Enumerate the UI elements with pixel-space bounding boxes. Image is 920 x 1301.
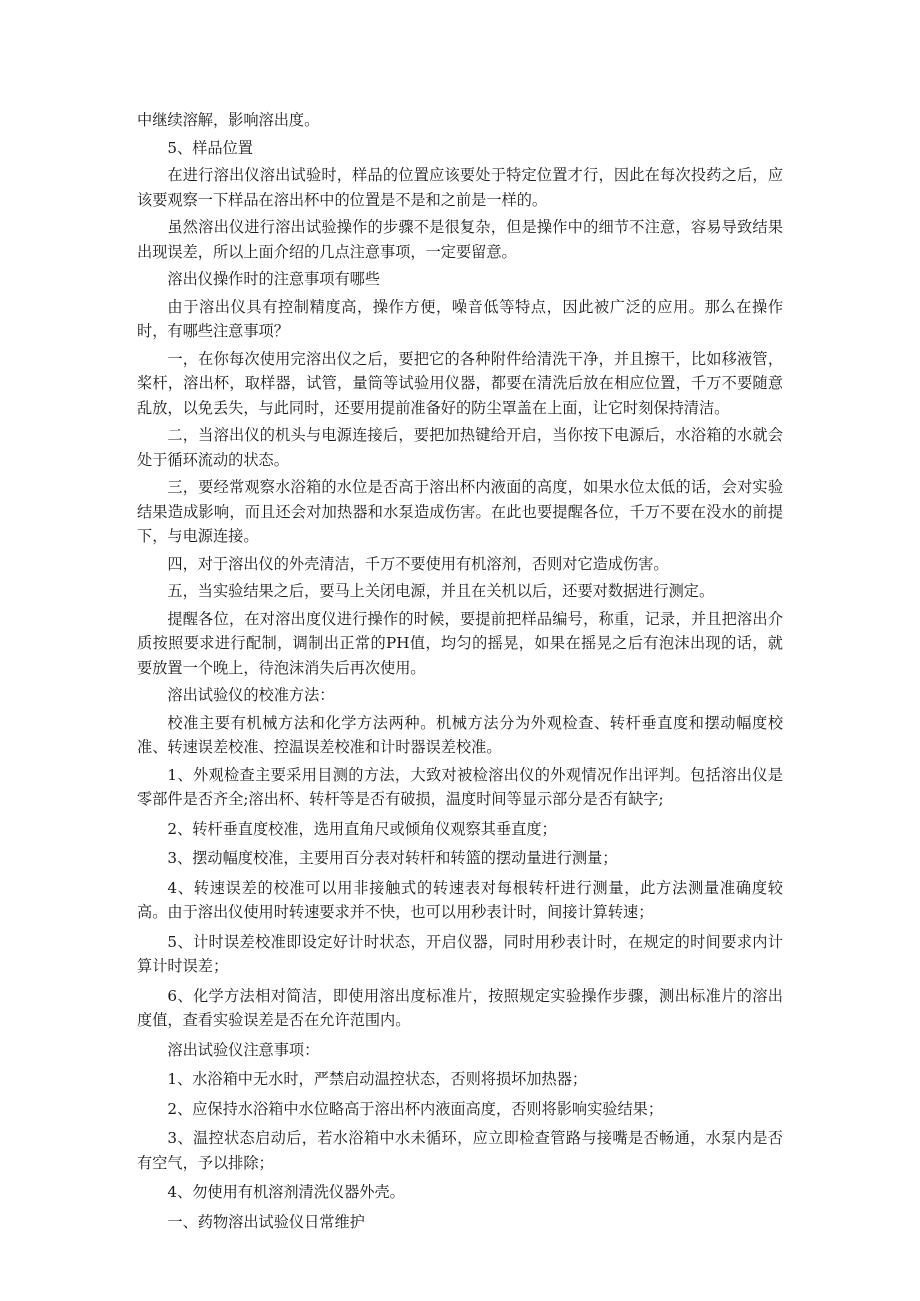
paragraph: 二，当溶出仪的机头与电源连接后，要把加热键给开启，当你按下电源后，水浴箱的水就会处于循环流动的状态。 [137,426,783,469]
section-heading-daily-maintenance: 一、药物溶出试验仪日常维护 [167,1212,365,1231]
list-item: 3、摆动幅度校准，主要用百分表对转杆和转篮的摆动量进行测量； [167,849,618,867]
section-heading-operation-notes: 溶出仪操作时的注意事项有哪些 [167,270,381,288]
document-page [137,108,783,1234]
list-item: 3、温控状态启动后，若水浴箱中水未循环，应立即检查管路与接嘴是否畅通，水泵内是否有空气，予以排除； [137,1129,783,1172]
paragraph: 校准主要有机械方法和化学方法两种。机械方法分为外观检查、转杆垂直度和摆动幅度校准、转速误差校准、控温误差校准和计时器误差校准。 [137,713,783,756]
paragraph: 一，在你每次使用完溶出仪之后，要把它的各种附件给清洗干净，并且擦干，比如移液管，桨杆，溶出杯，取样器，试管，量筒等试验用仪器，都要在清洗后放在相应位置，千万不要随意乱放，以免丢失，与此同时，还要用提前准备好的防尘罩盖在上面，让它时刻保持清洁。 [137,349,783,417]
list-item: 5、计时误差校准即设定好计时状态，开启仪器，同时用秒表计时，在规定的时间要求内计算计时误差； [137,932,783,975]
list-item: 2、应保持水浴箱中水位略高于溶出杯内液面高度，否则将影响实验结果； [167,1099,664,1118]
paragraph: 五，当实验结果之后，要马上关闭电源，并且在关机以后，还要对数据进行测定。 [167,582,715,600]
section-heading-calibration: 溶出试验仪的校准方法： [167,686,335,704]
list-item: 2、转杆垂直度校准，选用直角尺或倾角仪观察其垂直度； [167,819,557,838]
paragraph: 中继续溶解，影响溶出度。 [137,111,320,129]
paragraph: 由于溶出仪具有控制精度高，操作方便，噪音低等特点，因此被广泛的应用。那么在操作时，有哪些注意事项？ [137,297,783,340]
paragraph: 四，对于溶出仪的外壳清洁，千万不要使用有机溶剂，否则对它造成伤害。 [167,554,669,573]
list-item: 1、外观检查主要采用目测的方法，大致对被检溶出仪的外观情况作出评判。包括溶出仪是零部件是否齐全;溶出杯、转杆等是否有破损，温度时间等显示部分是否有缺字; [137,765,783,808]
paragraph: 三，要经常观察水浴箱的水位是否高于溶出杯内液面的高度，如果水位太低的话，会对实验结果造成影响，而且还会对加热器和水泵造成伤害。在此也要提醒各位，千万不要在没水的前提下，与电源连接。 [137,478,783,545]
paragraph: 在进行溶出仪溶出试验时，样品的位置应该要处于特定位置才行，因此在每次投药之后，应该要观察一下样品在溶出杯中的位置是不是和之前是一样的。 [137,166,783,209]
section-heading-sample-position: 5、样品位置 [167,138,253,157]
list-item: 4、勿使用有机溶剂清洗仪器外壳。 [167,1183,405,1201]
list-item: 6、化学方法相对简洁，即使用溶出度标准片，按照规定实验操作步骤，测出标准片的溶出度值，查看实验误差是否在允许范围内。 [137,986,783,1029]
list-item: 4、转速误差的校准可以用非接触式的转速表对每根转杆进行测量，此方法测量准确度较高。由于溶出仪使用时转速要求并不快，也可以用秒表计时，间接计算转速； [137,878,783,921]
section-heading-precautions: 溶出试验仪注意事项： [167,1040,320,1059]
list-item: 1、水浴箱中无水时，严禁启动温控状态，否则将损坏加热器； [167,1070,588,1088]
paragraph: 虽然溶出仪进行溶出试验操作的步骤不是很复杂，但是操作中的细节不注意，容易导致结果出现误差，所以上面介绍的几点注意事项，一定要留意。 [137,218,783,261]
paragraph: 提醒各位，在对溶出度仪进行操作的时候，要提前把样品编号，称重，记录，并且把溶出介质按照要求进行配制，调制出正常的PH值，均匀的摇晃，如果在摇晃之后有泡沫出现的话，就要放置一个晚上，待泡沫消失后再次使用。 [137,609,783,677]
